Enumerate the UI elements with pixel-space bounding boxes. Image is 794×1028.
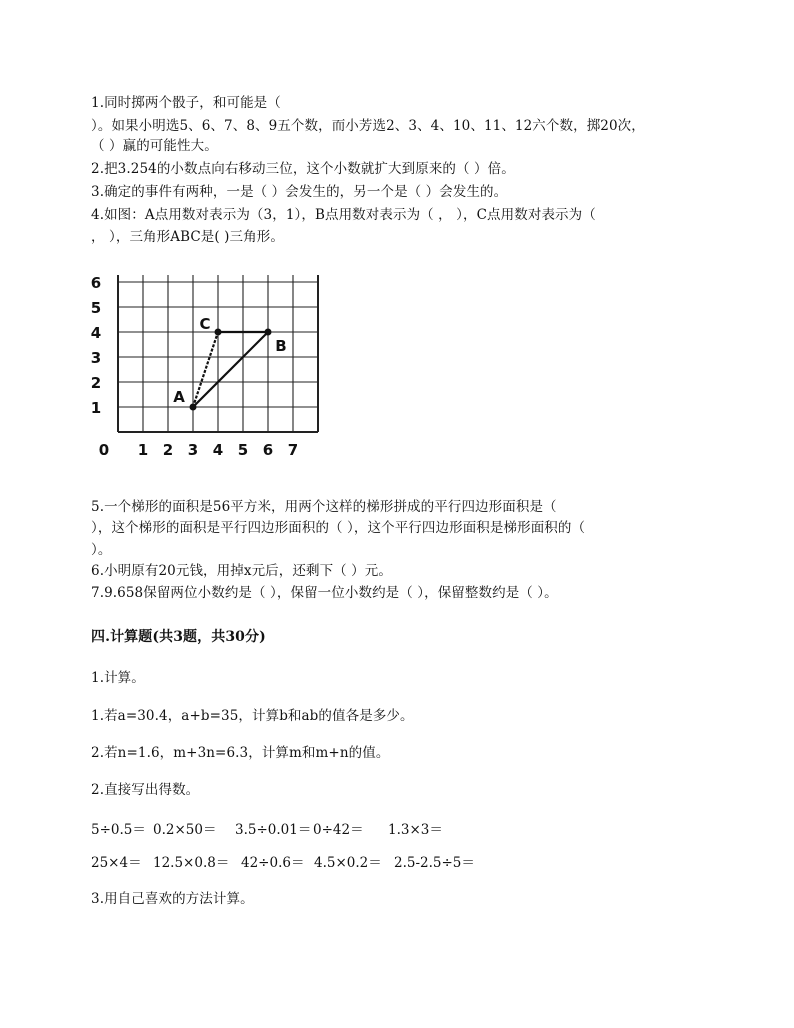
y-axis-label: 4 — [90, 324, 102, 342]
y-axis-label: 1 — [90, 399, 102, 417]
q3-text: 3.确定的事件有两种，一是（ ）会发生的，另一个是（ ）会发生的。 — [91, 184, 508, 200]
calc-item: 2.5-2.5÷5＝ — [394, 855, 475, 871]
q6-text: 6.小明原有20元钱，用掉x元后，还剩下（ ）元。 — [91, 563, 392, 579]
y-axis-label: 6 — [90, 275, 102, 292]
y-axis-label: 5 — [90, 299, 102, 317]
calc-item: 42÷0.6＝ — [241, 855, 305, 871]
edge-ab — [193, 332, 268, 407]
y-axis-label: 3 — [90, 349, 102, 367]
q4-line-1: 4.如图：A点用数对表示为（3，1），B点用数对表示为（ ， ），C点用数对表示为（ — [91, 207, 596, 223]
calc-item: 5÷0.5＝ — [91, 822, 146, 838]
point-label-b: B — [275, 337, 287, 355]
calc-q1-sub1: 1.若a=30.4，a+b=35，计算b和ab的值各是多少。 — [91, 708, 414, 724]
calc-q1-sub2: 2.若n=1.6，m+3n=6.3，计算m和m+n的值。 — [91, 745, 390, 761]
x-axis-label: 3 — [187, 441, 199, 459]
q7-text: 7.9.658保留两位小数约是（ ），保留一位小数约是（ ），保留整数约是（ ）。 — [91, 585, 558, 601]
q1-line-2: ）。如果小明选5、6、7、8、9五个数，而小芳选2、3、4、10、11、12六个数，掷20次， — [91, 118, 645, 134]
calc-item: 25×4＝ — [91, 855, 142, 871]
x-axis-label: 7 — [287, 441, 299, 459]
triangle-abc — [190, 329, 272, 411]
point-b — [265, 329, 272, 336]
calc-q2-title: 2.直接写出得数。 — [91, 782, 200, 798]
coordinate-grid-figure — [80, 275, 320, 465]
point-label-a: A — [173, 388, 185, 406]
x-axis-label: 4 — [212, 441, 224, 459]
q5-line-2: ），这个梯形的面积是平行四边形面积的（ ），这个平行四边形面积是梯形面积的（ — [91, 520, 586, 536]
calc-item: 1.3×3＝ — [388, 822, 443, 838]
calc-item: 3.5÷0.01＝ — [235, 822, 312, 838]
q2-text: 2.把3.254的小数点向右移动三位，这个小数就扩大到原来的（ ）倍。 — [91, 161, 515, 177]
q1-line-1: 1.同时掷两个骰子，和可能是（ — [91, 95, 281, 111]
calc-q1-title: 1.计算。 — [91, 670, 145, 686]
calc-item: 12.5×0.8＝ — [153, 855, 230, 871]
calc-item: 4.5×0.2＝ — [314, 855, 382, 871]
calc-item: 0÷42＝ — [313, 822, 364, 838]
q5-line-1: 5.一个梯形的面积是56平方米，用两个这样的梯形拼成的平行四边形面积是（ — [91, 499, 557, 515]
q1-line-3: （ ）赢的可能性大。 — [91, 138, 218, 154]
section-heading-calculation: 四.计算题(共3题，共30分) — [91, 629, 266, 645]
calc-q3-title: 3.用自己喜欢的方法计算。 — [91, 891, 254, 907]
x-axis-label: 0 — [98, 441, 110, 459]
q4-line-2: ， ），三角形ABC是( )三角形。 — [91, 229, 284, 245]
point-label-c: C — [199, 315, 211, 333]
x-axis-label: 1 — [137, 441, 149, 459]
x-axis-label: 5 — [237, 441, 249, 459]
y-axis-label: 2 — [90, 374, 102, 392]
q5-line-3: ）。 — [91, 542, 112, 558]
grid-lines — [118, 275, 318, 432]
calc-item: 0.2×50＝ — [153, 822, 217, 838]
point-a — [190, 404, 197, 411]
point-c — [215, 329, 222, 336]
x-axis-label: 2 — [162, 441, 174, 459]
x-axis-label: 6 — [262, 441, 274, 459]
